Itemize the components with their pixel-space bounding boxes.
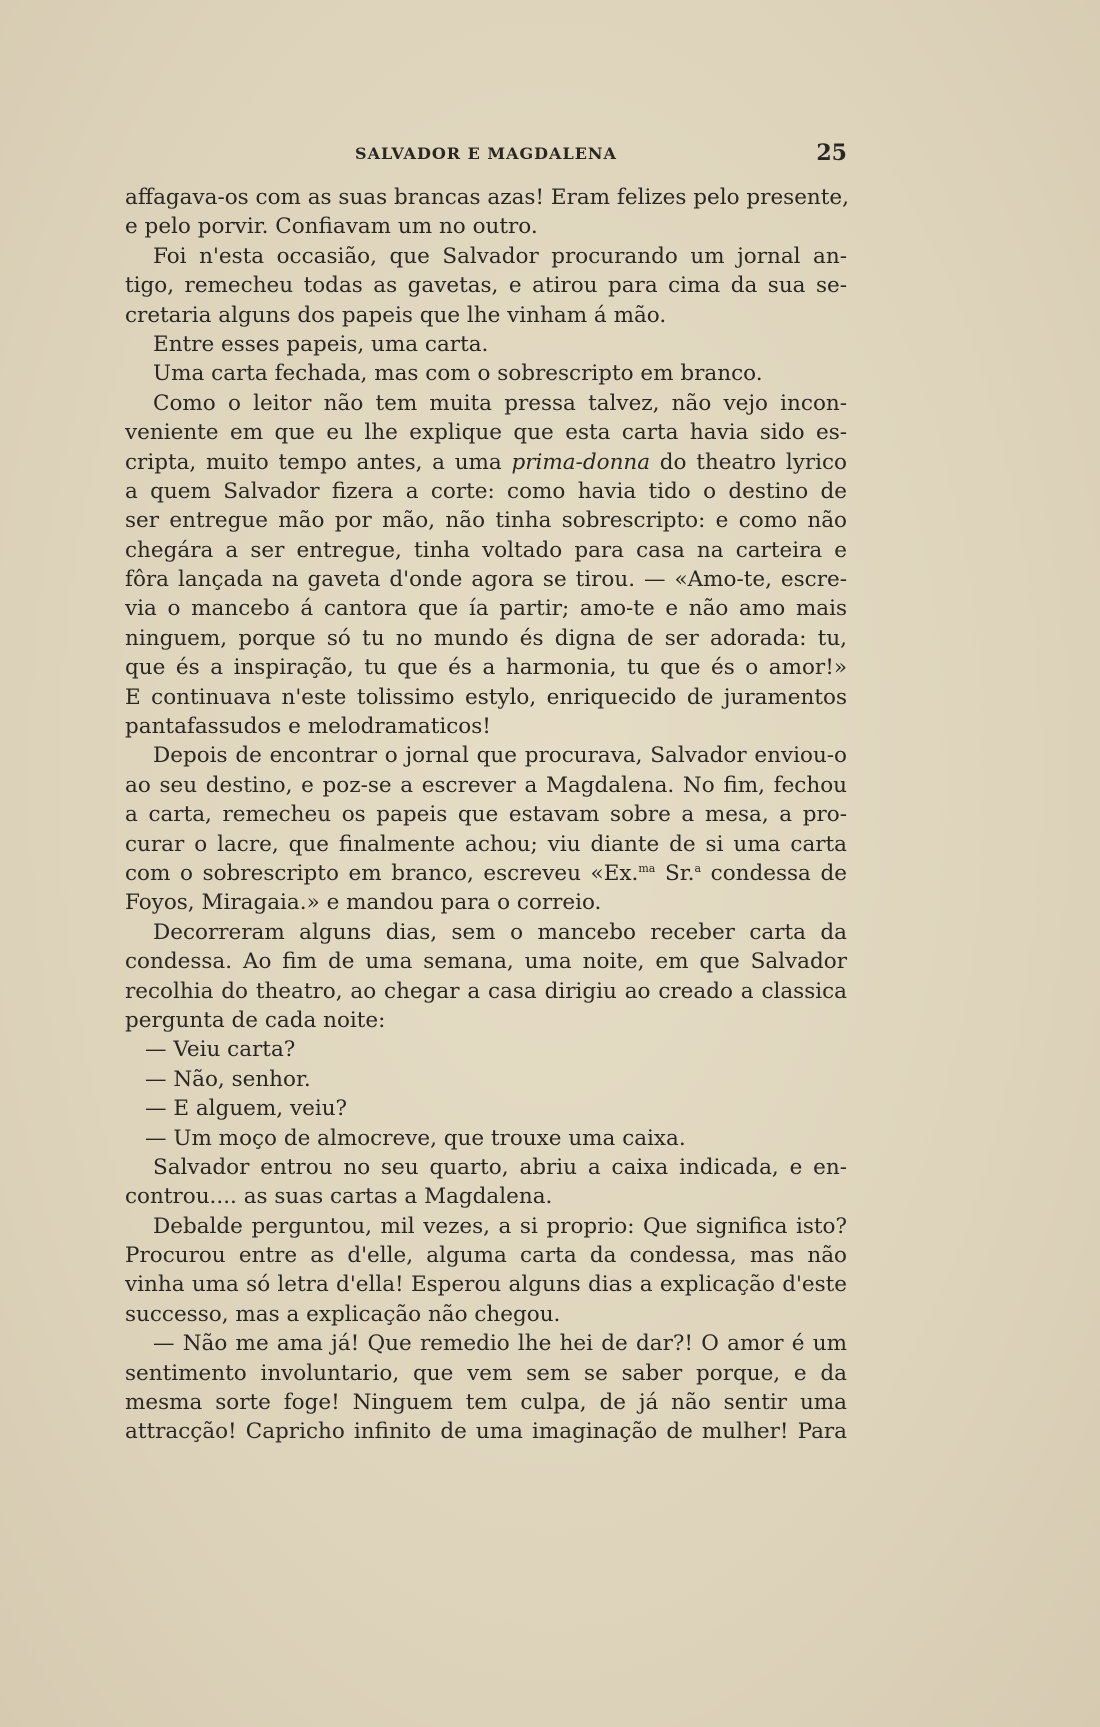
italic-segment: prima-donna [511,449,651,475]
text-line: curar o lacre, que finalmente achou; viu diante de si uma carta [125,831,847,857]
text-line: Como o leitor não tem muita pressa talvez, não vejo incon- [153,390,847,416]
text-line: via o mancebo á cantora que ía partir; amo-te e não amo mais [125,596,847,622]
body-text [125,183,847,1447]
text-line: Foi n'esta occasião, que Salvador procurando um jornal an- [153,243,847,269]
text-line: — Não, senhor. [145,1066,311,1092]
text-segment: condessa de [701,860,847,886]
text-line: Salvador entrou no seu quarto, abriu a caixa indicada, e en- [153,1154,847,1180]
text-line: Procurou entre as d'elle, alguma carta da condessa, mas não [125,1243,847,1269]
text-line: — E alguem, veiu? [145,1096,348,1122]
text-line: Uma carta fechada, mas com o sobrescripto em branco. [153,361,763,387]
text-line: — Um moço de almocreve, que trouxe uma caixa. [145,1125,686,1151]
text-line: Foyos, Miragaia.» e mandou para o correio. [125,890,602,916]
text-line: chegára a ser entregue, tinha voltado para casa na carteira e [125,537,847,563]
text-line: que és a inspiração, tu que és a harmonia, tu que és o amor!» [125,655,847,681]
text-line: cretaria alguns dos papeis que lhe vinham á mão. [125,302,667,328]
text-line: ao seu destino, e poz-se a escrever a Magdalena. No fim, fechou [125,772,847,798]
text-line: fôra lançada na gaveta d'onde agora se tirou. — «Amo-te, escre- [125,567,847,593]
superscript: a [694,861,702,875]
text-line: Debalde perguntou, mil vezes, a si proprio: Que significa isto? [153,1213,847,1239]
text-line: Entre esses papeis, uma carta. [153,331,489,357]
superscript: ma [638,861,656,875]
text-segment: do theatro lyrico [650,449,847,475]
text-line: tigo, remecheu todas as gavetas, e atirou para cima da sua se- [125,273,847,299]
page-header [125,140,847,170]
text-line [125,859,847,888]
text-line: condessa. Ao fim de uma semana, uma noite, em que Salvador [125,949,847,975]
text-line: sentimento involuntario, que vem sem se saber porque, e da [125,1360,847,1386]
text-line: — Não me ama já! Que remedio lhe hei de dar?! O amor é um [153,1331,847,1357]
running-title: SALVADOR E MAGDALENA [355,144,617,163]
text-line: recolhia do theatro, ao chegar a casa dirigiu ao creado a classica [125,978,847,1004]
text-line: E continuava n'este tolissimo estylo, enriquecido de juramentos [125,684,847,710]
text-line: Decorreram alguns dias, sem o mancebo receber carta da [153,919,847,945]
text-line: successo, mas a explicação não chegou. [125,1301,561,1327]
text-line: a carta, remecheu os papeis que estavam sobre a mesa, a pro- [125,802,847,828]
text-line: affagava-os com as suas brancas azas! Eram felizes pelo presente, [125,185,849,210]
text-line: Depois de encontrar o jornal que procurava, Salvador enviou-o [153,743,847,769]
text-line: vinha uma só letra d'ella! Esperou alguns dias a explicação d'este [125,1272,847,1298]
text-line [125,448,847,477]
page-number: 25 [816,140,847,166]
text-segment: com o sobrescripto em branco, escreveu «Ex. [125,860,639,886]
text-line: attracção! Capricho infinito de uma imaginação de mulher! Para [125,1419,847,1445]
text-line: ninguem, porque só tu no mundo és digna de ser adorada: tu, [125,625,847,651]
text-segment: cripta, muito tempo antes, a uma [125,449,512,475]
text-segment: Sr. [655,860,695,886]
text-line: a quem Salvador fizera a corte: como havia tido o destino de [125,478,847,504]
text-line: veniente em que eu lhe explique que esta carta havia sido es- [125,420,847,446]
text-line: ser entregue mão por mão, não tinha sobrescripto: e como não [125,508,847,534]
text-line: mesma sorte foge! Ninguem tem culpa, de já não sentir uma [125,1390,847,1416]
text-line: — Veiu carta? [145,1037,296,1063]
text-line: e pelo porvir. Confiavam um no outro. [125,214,538,240]
text-line: pantafassudos e melodramaticos! [125,714,491,740]
text-line: controu.... as suas cartas a Magdalena. [125,1184,553,1210]
text-line: pergunta de cada noite: [125,1007,386,1033]
